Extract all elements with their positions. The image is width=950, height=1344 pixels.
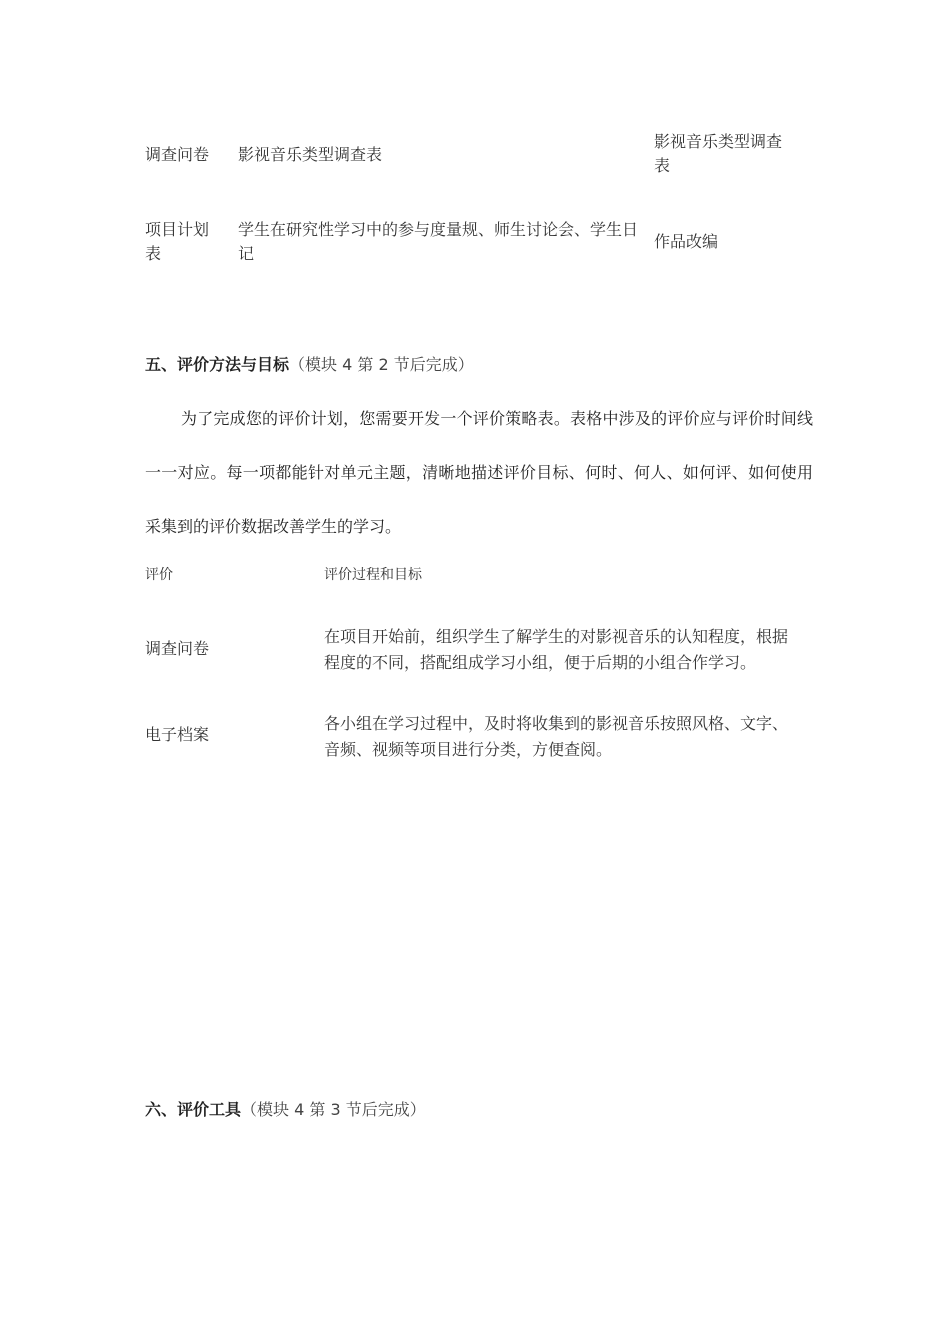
table2-row1-name: 调查问卷 [145, 639, 210, 658]
table1-row1-col1: 调查问卷 [145, 145, 210, 164]
table2-row2-name: 电子档案 [145, 725, 210, 744]
table1-row1-col2: 影视音乐类型调查表 [238, 145, 383, 164]
table2-header-col1: 评价 [145, 567, 173, 583]
table1-row1-col3: 影视音乐类型调查表 [654, 132, 783, 175]
table2-row2-desc: 各小组在学习过程中，及时将收集到的影视音乐按照风格、文字、音频、视频等项目进行分类，方便查阅。 [324, 714, 789, 759]
section5-heading [145, 353, 845, 377]
table1-row2-col1: 项目计划表 [145, 220, 210, 263]
section6-note: （模块 4 第 3 节后完成） [241, 1100, 426, 1119]
section5-paragraph: 为了完成您的评价计划，您需要开发一个评价策略表。表格中涉及的评价应与评价时间线一一对应。每一项都能针对单元主题，清晰地描述评价目标、何时、何人、如何评、如何使用采集到的评价数据改善学生的学习。 [145, 409, 813, 536]
section6-title: 六、评价工具 [145, 1100, 242, 1119]
section6-heading [145, 1098, 845, 1122]
table1-row2-col2: 学生在研究性学习中的参与度量规、师生讨论会、学生日记 [238, 220, 639, 263]
section5-note: （模块 4 第 2 节后完成） [289, 355, 474, 374]
table2-header-col2: 评价过程和目标 [324, 567, 422, 583]
section5-title: 五、评价方法与目标 [145, 355, 290, 374]
table1-row2-col3: 作品改编 [654, 232, 719, 251]
table2-row1-desc: 在项目开始前，组织学生了解学生的对影视音乐的认知程度，根据程度的不同，搭配组成学习小组，便于后期的小组合作学习。 [324, 627, 789, 672]
